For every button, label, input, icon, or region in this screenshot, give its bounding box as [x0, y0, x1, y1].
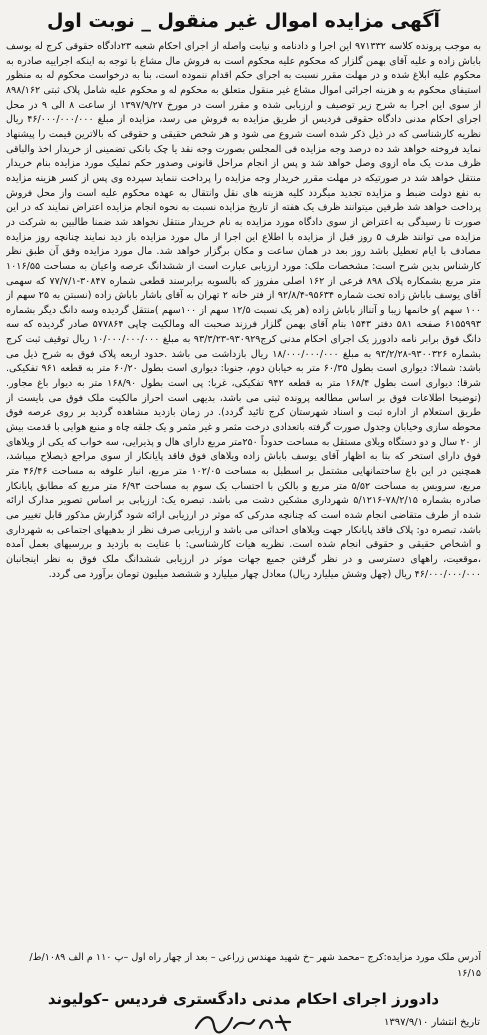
publish-date: تاریخ انتشار ۱۳۹۷/۹/۱۰: [384, 1017, 480, 1028]
signature-icon: [190, 1008, 300, 1035]
issuer-title: دادورز اجرای احکام مدنی دادگستری فردیس –کولیوند: [47, 990, 440, 1008]
property-address: آدرس ملک مورد مزایده:کرج –محمد شهر –خ شهید مهندس زراعی – بعد از چهار راه اول –پ ۱۱۰ م الف ۱۰۸۹/ط/۱۶/۱۵: [29, 952, 481, 979]
notice-title: آگهی مزایده اموال غیر منقول _ نوبت اول: [47, 10, 440, 32]
notice-body: [6, 40, 481, 946]
notice-body-text: به موجب پرونده کلاسه ۹۷۱۳۳۲ این اجرا و دادنامه و نیابت واصله از اجرای احکام شعبه ۲۳دادگاه حقوقی کرج له یوسف باباش زاده و علیه آقای بهمن گلزار که محکوم علیه محکوم است به فروش مال مشاع با توجه به اینکه اجراییه صادره به محکوم علیه ابلاغ شده و در مهلت مقرر نسبت به اجرای حکم اقدام ننموده است، بنا به درخواست محکوم له به منظور استیفای محکوم به و هزینه اجرائی اموال مشاع غیر منقول متعلق به محکوم له و محکوم علیه شامل پلاک ثبتی ۸۹۸/۱۶۲ از سوی این اجرا به شرح زیر توصیف و ارزیابی شده و مقرر است در مورخ ۱۳۹۷/۹/۲۷ از ساعت ۸ الی ۹ در محل اجرای احکام مدنی دادگاه حقوقی فردیس از طریق مزایده به فروش می رسد، مزایده از مبلغ ۴۶/۰۰۰/۰۰۰/۰۰۰ ریال نظریه کارشناسی که در ذیل ذکر شده است شروع می شود و هر شخص حقیقی و حقوقی که بالاترین قیمت را پیشنهاد نماید فروخته خواهد شد ده درصد وجه مزایده فی المجلس بصورت وجه نقد یا چک بانکی تضمینی از خریدار اخذ والباقی ظرف مدت یک ماه ازوی وصل خواهد شد و پس از انجام مراحل قانونی وصدور حکم تملیک مورد مزایده بنام خریدار منتقل خواهد شد در صورتیکه در مهلت مقرر خریدار وجه مزایده را پرداخت ننماید سپرده وی پس از کسر هزینه مزایده به نفع دولت ضبط و مزایده تجدید میگردد کلیه هزینه های نقل وانتقال به عهده محکوم علیه است واز محل فروش پرداخت خواهد شد طرفین میتوانند ظرف یک هفته از تاریخ مزایده نسبت به نحوه انجام مزایده اعتراض نمایند که در این صورت تا رسیدگی به اعتراض از سوی دادگاه مورد مزایده به نام خریدار منتقل نخواهد شد ضمنا طالبین به شرکت در مزایده می توانند ظرف ۵ روز قبل از مزایده با اطلاع این اجرا از مال مورد مزایده باز دید نمایند چنانچه روز مزایده مصادف با ایام تعطیل باشد روز بعد در همان ساعت و مکان برگزار خواهد شد. مال مورد مزایده وفق آن طبق نظر کارشناس بدین شرح است: مشخصات ملک: مورد ارزیابی عبارت است از ششدانگ عرصه واعیان به مساحت ۱۰۱۶/۵۵ متر مربع بشمکاره پلاک ۸۹۸ فرعی از ۱۶۲ اصلی مفروز که بالسویه برابرسند قطعی شماره ۳۰۸۴۷-۷۷/۷/۱ که سهمی آقای یوسف باباش زاده تحت شماره ۹۵۶۳۴-۹۲/۸/۴ از فتر خانه ۲ تهران به آقای باشار باباش زاده (نسبتن به ۲۵ سهم از ۱۰۰ سهم )و خانمها زیبا و آتنااز باباش زاده (هر یک نسبت ۱۲/۵ سهم از ۱۰۰سهم )منتقل گردیده وسه دانگ دیگر بشماره ۶۱۵۵۹۹۳ صفحه ۵۸۱ دفتر ۱۵۴۳ بنام آقای بهمن گلزار فرزند صحبت اله ومالکیت چاپی ۵۷۷۸۶۴ صادر گردیده که سه دانگ فوق برابر نامه دادورز یک اجرای احکام مدنی کرج۹۳۰۹۲۹-۹۳/۳/۲۳ به مبلغ ۱۰/۰۰۰/۰۰۰/۰۰۰ ریال توقیف ثبت کرج بشماره ۹۳۰۰۳۲۶-۹۳/۲/۲۸ به مبلغ ۱۸/۰۰۰/۰۰۰/۰۰۰ ریال بازداشت می باشد .حدود اربعه پلاک فوق به شرح ذیل می باشد: شمالا: دیواری است بطول ۶۰/۳۵ متر به خیابان دوم، جنوبا: دیواری است بطول ۶۰/۲۰ متر به قطعه ۹۶۱ تفکیکی. شرقا: دیواری است بطول ۱۶۸/۴ متر به قطعه ۹۴۲ تفکیکی، غربا: پی است بطول ۱۶۸/۹۰ متر به دیوار باغ مجاور.(توضیحا اطلاعات فوق بر اساس مطالعه پرونده ثبتی می باشد، بدیهی است احراز مالکیت ملک فوق می بایست از طریق استعلام از اداره ثبت و اسناد شهرستان کرج تائید گردد). در زمان بازدید مشاهده گردید بر روی عرصه فوق محوطه سازی وخیابان وجدول صورت گرفته باتعدادی درخت مثمر و غیر مثمر و یک جلقه چاه و منبع هوایی با قدمت بیش از ۲۰ سال و دو دستگاه ویلای مستقل به مساحت حدوداً ۲۵۰متر مربع دارای هال و پذیرایی، سه خواب که یکی از ویلاهای فوق دارای استخر که بنا به اظهار آقای یوسف باباش زاده ویلاهای فوق فاقد پایانکار از سوی مراجع ذیصلاح میباشد، همچنین در این باغ ساختمانهایی مشتمل بر اسطبل به مساحت ۱۰۲/۰۵ متر مربع، انبار علوفه به مساحت ۴۶/۴۶ متر مربع، سرویس به مساحت ۵/۵۲ متر مربع و بالکن با احتساب یک سوم به مساحت ۶/۹۳ متر مربع که مطابق پایانکار صادره بشماره ۷۸/۲/۱۵-۵/۱۲۱۶ شهرداری مشکین دشت می باشد. تبصره یک: ارزیابی بر اساس تصویر مدارک ارائه شده از طرف متقاضی انجام شده است که چنانچه مدرکی که موثر در ارزیابی ارائه شود گزارش مذکور قابل تغییر می باشد، تبصره دو: پلاک فاقد پایانکار جهت ویلاهای احداثی می باشد و ارزیابی صرف نظر از بدهیهای اجتماعی به شهرداری و اشخاص حقیقی و حقوقی انجام شده است. نظریه هیات کارشناسی: با عنایت به بازدید و بررسیهای بعمل آمده ،موقعیت، راههای دسترسی و در نظر گرفتن جمیع جهات موثر در ارزیابی ششدانگ ملک فوق به نظر اینجانبان ۴۶/۰۰۰/۰۰۰/۰۰۰ ریال (چهل وشش میلیارد ریال) معادل چهار میلیارد و ششصد میلیون تومان برآورد می گردد.: [6, 41, 481, 580]
